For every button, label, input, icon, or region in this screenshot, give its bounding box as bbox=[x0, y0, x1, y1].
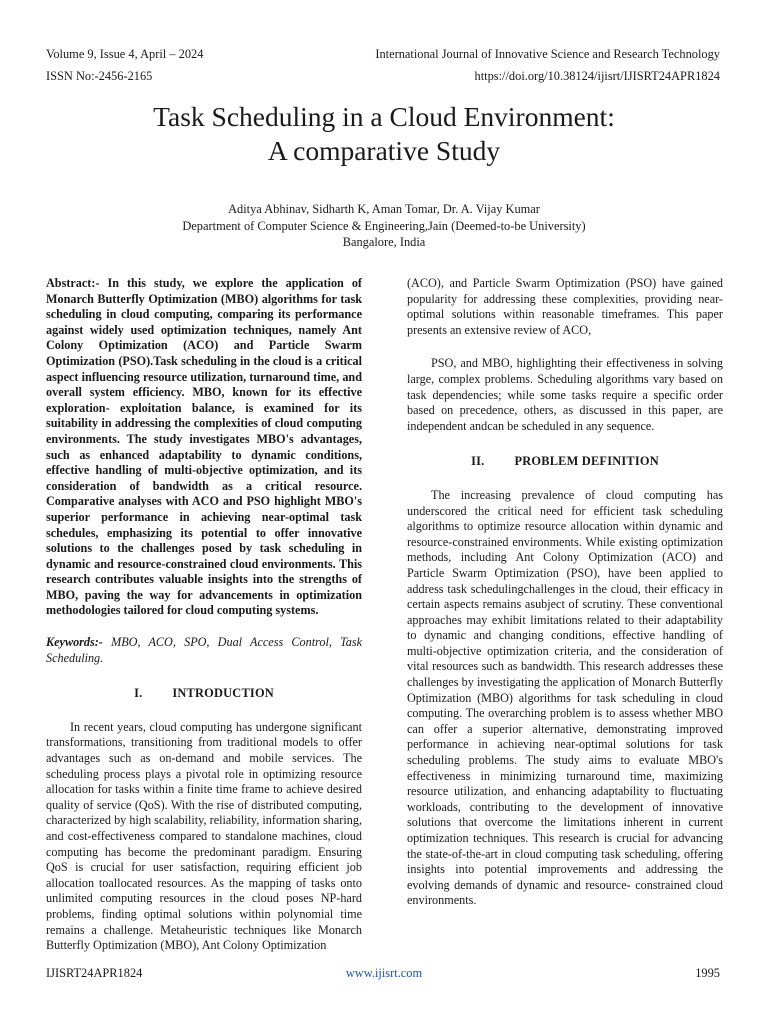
keywords-label: Keywords:- bbox=[46, 635, 103, 650]
section-heading-introduction bbox=[46, 686, 362, 702]
header-doi-link[interactable]: https://doi.org/10.38124/ijisrt/IJISRT24APR1824 bbox=[474, 69, 720, 83]
header-journal-name: International Journal of Innovative Science and Research Technology bbox=[375, 47, 720, 61]
author-department: Department of Computer Science & Engineering,Jain (Deemed-to-be University) bbox=[182, 218, 586, 233]
footer-paper-id: IJISRT24APR1824 bbox=[46, 966, 143, 980]
keywords-text: MBO, ACO, SPO, Dual Access Control, Task Scheduling. bbox=[46, 635, 362, 665]
footer-website-link[interactable]: www.ijisrt.com bbox=[345, 966, 423, 980]
title-line-2: A comparative Study bbox=[267, 135, 501, 166]
footer-page-number: 1995 bbox=[695, 966, 720, 980]
author-names: Aditya Abhinav, Sidharth K, Aman Tomar, Dr. A. Vijay Kumar bbox=[228, 202, 540, 216]
header-volume: Volume 9, Issue 4, April – 2024 bbox=[46, 47, 204, 61]
author-block bbox=[0, 201, 768, 251]
problem-definition-paragraph: The increasing prevalence of cloud computing has underscored the critical need for efficient task scheduling algorithms to optimize resource allocation within dynamic and resource-constrained environments. While existing optimization methods, including Ant Colony Optimization (ACO) and Particle Swarm Optimization (PSO), have been applied to address task schedulingchallenges in the cloud, their efficacy in certain aspects remains asubject of scrutiny. These conventional approaches may exhibit limitations related to their adaptability to dynamic and changing conditions, effective handling of multi-objective optimization criteria, and the consideration of vital resources such as bandwidth. This research addresses these challenges by investigating the application of Monarch Butterfly Optimization (MBO) algorithms for task scheduling in cloud computing. The overarching problem is to assess whether MBO can offer a superior alternative, demonstrating improved performance in achieving near-optimal solutions for task scheduling problems. The study aims to evaluate MBO's effectiveness in minimizing turnaround time, maximizing resource utilization, and enhancing adaptability to fluctuating workloads, contributing to the development of innovative solutions that overcome the limitations inherent in current optimization techniques. This research is crucial for advancing the state-of-the-art in cloud computing task scheduling, offering insights into potential improvements and addressing the evolving demands of dynamic and resource- constrained cloud environments. bbox=[407, 487, 723, 908]
right-column bbox=[407, 276, 723, 909]
header-issn: ISSN No:-2456-2165 bbox=[46, 69, 153, 83]
section-title: INTRODUCTION bbox=[172, 686, 274, 701]
author-location: Bangalore, India bbox=[342, 235, 426, 249]
left-column bbox=[46, 276, 362, 954]
keywords-paragraph bbox=[46, 635, 362, 666]
section-number: II. bbox=[471, 454, 485, 469]
introduction-paragraph-1-continued: (ACO), and Particle Swarm Optimization (PSO) have gained popularity for addressing these complexities, providing near-optimal solutions within reasonable timeframes. This paper presents an extensive review of ACO, bbox=[407, 276, 723, 337]
introduction-paragraph-1: In recent years, cloud computing has undergone significant transformations, transitioning from traditional models to offer advantages such as on-demand and mobile services. The scheduling process plays a pivotal role in optimizing resource allocation for tasks within a finite time frame to achieve desired quality of service (QoS). With the rise of distributed computing, characterized by high scalability, reliability, information sharing, and cost-effectiveness compared to standalone machines, cloud computing has become the predominant paradigm. Ensuring QoS is crucial for user satisfaction, requiring efficient job allocation toallocated resources. As the mapping of tasks onto unlimited computing resources in the cloud poses NP-hard problems, finding optimal solutions within polynomial time remains a challenge. Metaheuristic techniques like Monarch Butterfly Optimization (MBO), Ant Colony Optimization bbox=[46, 719, 362, 953]
section-title: PROBLEM DEFINITION bbox=[514, 454, 659, 469]
introduction-paragraph-2: PSO, and MBO, highlighting their effectiveness in solving large, complex problems. Scheduling algorithms vary based on task dependencies; while some tasks require a specific order based on precedence, others, as discussed in this paper, are independent andcan be scheduled in any sequence. bbox=[407, 356, 723, 433]
section-number: I. bbox=[134, 686, 143, 701]
title-line-1: Task Scheduling in a Cloud Environment: bbox=[153, 101, 615, 132]
section-heading-problem-definition bbox=[407, 454, 723, 470]
abstract-paragraph: Abstract:- In this study, we explore the application of Monarch Butterfly Optimization (MBO) algorithms for task scheduling in cloud computing, comparing its performance against widely used optimization techniques, namely Ant Colony Optimization (ACO) and Particle Swarm Optimization (PSO).Task scheduling in the cloud is a critical aspect influencing resource utilization, turnaround time, and overall system efficiency. MBO, known for its effective exploration- exploitation balance, is examined for its suitability in addressing the complexities of cloud computing environments. The study investigates MBO's advantages, such as enhanced adaptability to dynamic conditions, effective handling of multi-objective optimization, and its consideration of bandwidth as a critical resource. Comparative analyses with ACO and PSO highlight MBO's superior performance in achieving near-optimal task schedules, emphasizing its potential to offer innovative solutions to the challenges posed by task scheduling in dynamic and resource-constrained cloud environments. This research contributes valuable insights into the strengths of MBO, paving the way for advancements in optimization methodologies tailored for cloud computing systems. bbox=[46, 276, 362, 618]
paper-title bbox=[0, 100, 768, 168]
